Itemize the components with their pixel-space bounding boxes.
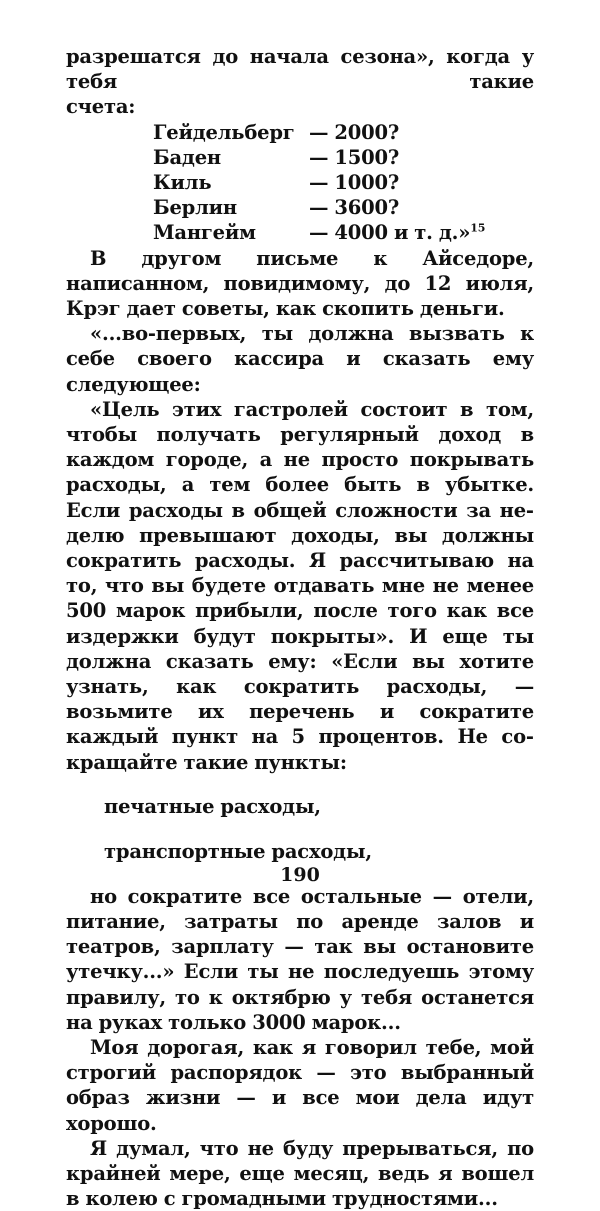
- paragraph: Я думал, что не буду прерываться, по крайней мере, еще месяц, ведь я вошел в колею с громадными трудностями...: [66, 1136, 534, 1211]
- account-row: [153, 170, 534, 195]
- paragraph: В другом письме к Айседоре, написанном, повидимому, до 12 июля, Крэг дает советы, как скопить деньги.: [66, 246, 534, 321]
- account-amount: — 3600?: [309, 196, 400, 220]
- account-city: Гейдельберг: [153, 120, 295, 144]
- account-amount: [309, 220, 534, 245]
- account-amount: — 1000?: [309, 171, 400, 195]
- account-city: Баден: [153, 145, 221, 169]
- account-row: [153, 145, 534, 170]
- account-city: Берлин: [153, 196, 237, 220]
- account-row: [153, 120, 534, 145]
- paragraph: «...во-первых, ты должна вызвать к себе своего кассира и сказать ему следующее:: [66, 322, 534, 396]
- account-city: Киль: [153, 171, 212, 195]
- list-item: транспортные расходы,: [104, 840, 372, 864]
- book-page-body: [66, 44, 534, 1211]
- footnote-reference: 15: [470, 221, 486, 235]
- accounts-list: [66, 120, 534, 246]
- account-amount: — 2000?: [309, 120, 400, 144]
- account-row: [153, 220, 534, 245]
- account-city: Мангейм: [153, 221, 256, 245]
- list-item: печатные расходы,: [104, 795, 321, 819]
- paragraph: но сократите все остальные — отели, питание, затраты по аренде залов и театров, зарплату — так вы остановите утечку...» Если ты не последуешь этому правилу, то к октябрю у тебя останется на руках только 3000 марок...: [66, 884, 534, 1034]
- page-number: 190: [280, 864, 320, 886]
- intro-line: разрешатся до начала сезона», когда у тебя такие: [66, 45, 534, 94]
- intro-line: счета:: [66, 95, 136, 119]
- account-amount-text: — 4000 и т. д.»: [309, 221, 471, 245]
- paragraph: Моя дорогая, как я говорил тебе, мой строгий распорядок — это выбранный образ жизни — и все мои дела идут хорошо.: [66, 1036, 534, 1135]
- account-row: [153, 195, 534, 220]
- paragraph: «Цель этих гастролей состоит в том, чтобы получать регулярный доход в каждом городе, а не просто покрывать расходы, а тем более быть в убытке. Если расходы в общей сложности за неделю превышают доходы, вы должны сократить расходы. Я рассчитываю на то, что вы будете отдавать мне не менее 500 марок прибыли, после того как все издержки будут покрыты». И еще ты должна сказать ему: «Если вы хотите узнать, как сократить расходы, — возьмите их перечень и сократите каждый пункт на 5 процентов. Не сокращайте такие пункты:: [66, 397, 534, 774]
- account-amount: — 1500?: [309, 145, 400, 169]
